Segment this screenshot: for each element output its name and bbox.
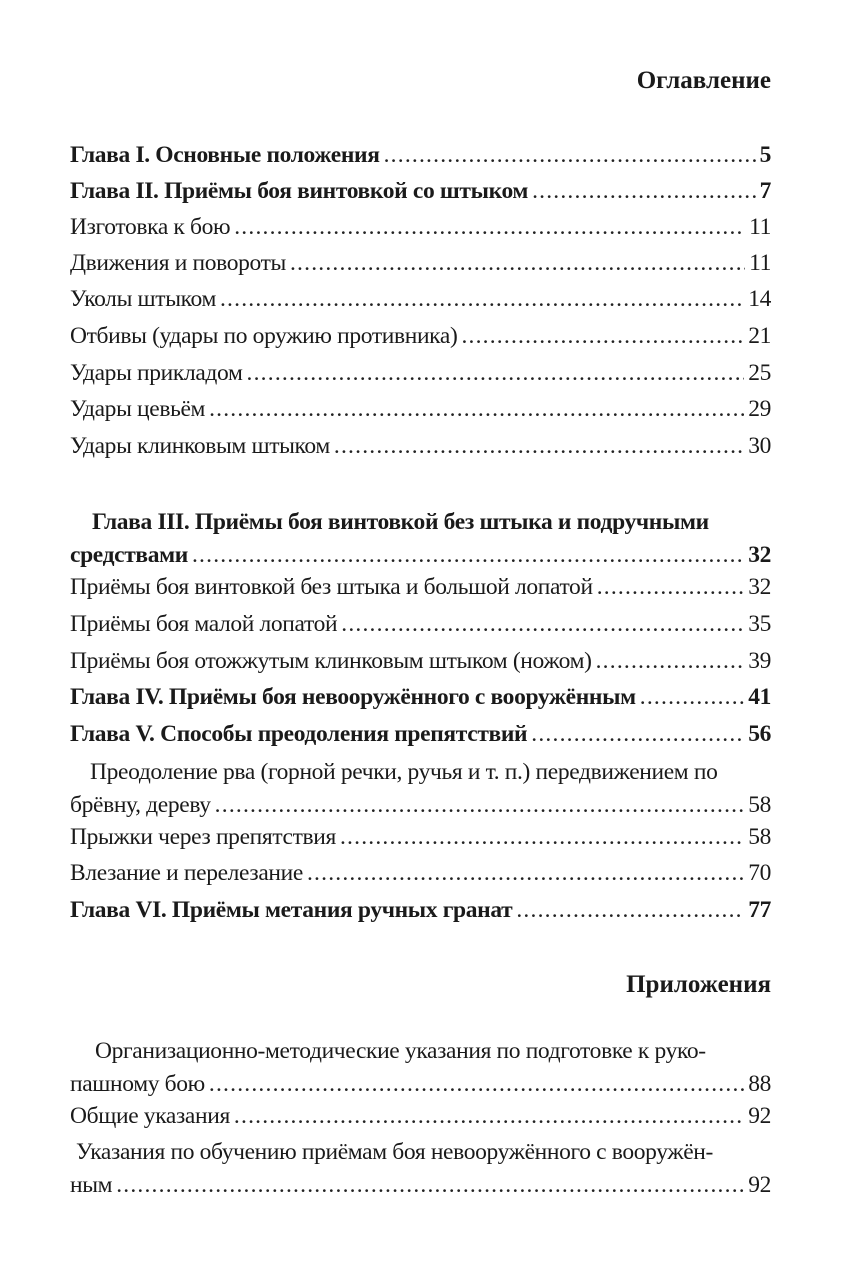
entry-page: 58 xyxy=(748,824,771,850)
entry-label: брёвну, дереву xyxy=(70,791,211,818)
dot-leader xyxy=(290,252,745,276)
entry-page: 70 xyxy=(748,860,771,886)
appendix-entry[interactable] xyxy=(70,1040,771,1096)
entry-label: Прыжки через препятствия xyxy=(70,824,336,850)
entry-page: 7 xyxy=(759,178,771,204)
entry-first-line: Глава III. Приёмы боя винтовкой без штыка и подручными xyxy=(92,509,709,535)
dot-leader xyxy=(116,1174,744,1198)
entry-page: 32 xyxy=(748,574,771,600)
toc-entry[interactable] xyxy=(70,398,771,422)
entry-label: Влезание и перелезание xyxy=(70,860,303,886)
dot-leader xyxy=(209,1073,744,1097)
toc-entry[interactable] xyxy=(70,650,771,674)
dot-leader xyxy=(461,325,744,349)
toc-entry[interactable] xyxy=(70,761,771,817)
entry-page: 92 xyxy=(748,1103,771,1129)
entry-page: 35 xyxy=(748,611,771,637)
entry-label: Глава IV. Приёмы боя невооружённого с вооружённым xyxy=(70,684,636,710)
entry-page: 11 xyxy=(749,214,771,240)
dot-leader xyxy=(532,180,756,204)
entry-label: Приёмы боя малой лопатой xyxy=(70,611,338,637)
entry-first-line: Организационно-методические указания по подготовке к руко- xyxy=(95,1038,706,1064)
entry-page: 29 xyxy=(748,396,771,422)
entry-label: Приёмы боя отожжутым клинковым штыком (ножом) xyxy=(70,648,592,674)
dot-leader xyxy=(209,398,744,422)
entry-label: Удары клинковым штыком xyxy=(70,433,330,459)
entry-page: 14 xyxy=(748,286,771,312)
entry-first-line: Преодоление рва (горной речки, ручья и т. п.) передвижением по xyxy=(90,759,718,785)
toc-entry-chapter-5[interactable] xyxy=(70,723,771,747)
toc-entry[interactable] xyxy=(70,362,771,386)
appendix-entry[interactable] xyxy=(70,1105,771,1129)
dot-leader xyxy=(596,650,745,674)
toc-entry[interactable] xyxy=(70,435,771,459)
entry-label: Общие указания xyxy=(70,1103,230,1129)
toc-entry-chapter-3[interactable] xyxy=(70,511,771,567)
entry-label: Удары прикладом xyxy=(70,360,243,386)
entry-page: 39 xyxy=(748,648,771,674)
entry-page: 21 xyxy=(748,323,771,349)
dot-leader xyxy=(234,216,745,240)
toc-entry[interactable] xyxy=(70,216,771,240)
dot-leader xyxy=(334,435,744,459)
dot-leader xyxy=(341,613,744,637)
dot-leader xyxy=(234,1105,744,1129)
dot-leader xyxy=(597,576,745,600)
toc-entry-chapter-4[interactable] xyxy=(70,686,771,710)
toc-entry[interactable] xyxy=(70,862,771,886)
toc-entry[interactable] xyxy=(70,252,771,276)
entry-first-line: Указания по обучению приёмам боя невооружённого с вооружён- xyxy=(76,1139,713,1165)
entry-page: 77 xyxy=(748,897,771,923)
dot-leader xyxy=(384,144,756,168)
entry-page: 30 xyxy=(748,433,771,459)
entry-page: 41 xyxy=(748,684,771,710)
toc-entry[interactable] xyxy=(70,576,771,600)
entry-page: 56 xyxy=(748,721,771,747)
dot-leader xyxy=(220,288,744,312)
entry-label: пашному бою xyxy=(70,1070,205,1097)
appendix-title: Приложения xyxy=(626,971,771,998)
dot-leader xyxy=(640,686,744,710)
dot-leader xyxy=(516,899,744,923)
entry-label: Удары цевьём xyxy=(70,396,206,422)
entry-label: Движения и повороты xyxy=(70,250,286,276)
entry-label: Приёмы боя винтовкой без штыка и большой лопатой xyxy=(70,574,593,600)
dot-leader xyxy=(531,723,744,747)
entry-label: средствами xyxy=(70,541,188,568)
entry-page: 32 xyxy=(748,541,771,568)
dot-leader xyxy=(192,544,744,568)
toc-entry-chapter-2[interactable] xyxy=(70,180,771,204)
entry-page: 25 xyxy=(748,360,771,386)
entry-label: Глава V. Способы преодоления препятствий xyxy=(70,721,528,747)
entry-page: 88 xyxy=(748,1070,771,1097)
toc-entry[interactable] xyxy=(70,325,771,349)
entry-label: Глава VI. Приёмы метания ручных гранат xyxy=(70,897,513,923)
entry-label: Изготовка к бою xyxy=(70,214,231,240)
entry-label: Глава I. Основные положения xyxy=(70,142,380,168)
dot-leader xyxy=(247,362,745,386)
entry-page: 5 xyxy=(759,142,771,168)
toc-entry-chapter-6[interactable] xyxy=(70,899,771,923)
entry-label: Уколы штыком xyxy=(70,286,216,312)
entry-label: Отбивы (удары по оружию противника) xyxy=(70,323,458,349)
toc-title: Оглавление xyxy=(636,67,771,94)
appendix-entry[interactable] xyxy=(70,1141,771,1197)
dot-leader xyxy=(340,826,744,850)
toc-entry[interactable] xyxy=(70,613,771,637)
entry-label: Глава II. Приёмы боя винтовкой со штыком xyxy=(70,178,529,204)
dot-leader xyxy=(215,794,745,818)
entry-page: 11 xyxy=(749,250,771,276)
dot-leader xyxy=(307,862,744,886)
entry-label: ным xyxy=(70,1171,113,1198)
toc-entry[interactable] xyxy=(70,288,771,312)
toc-entry-chapter-1[interactable] xyxy=(70,144,771,168)
toc-entry[interactable] xyxy=(70,826,771,850)
entry-page: 58 xyxy=(748,791,771,818)
entry-page: 92 xyxy=(748,1171,771,1198)
